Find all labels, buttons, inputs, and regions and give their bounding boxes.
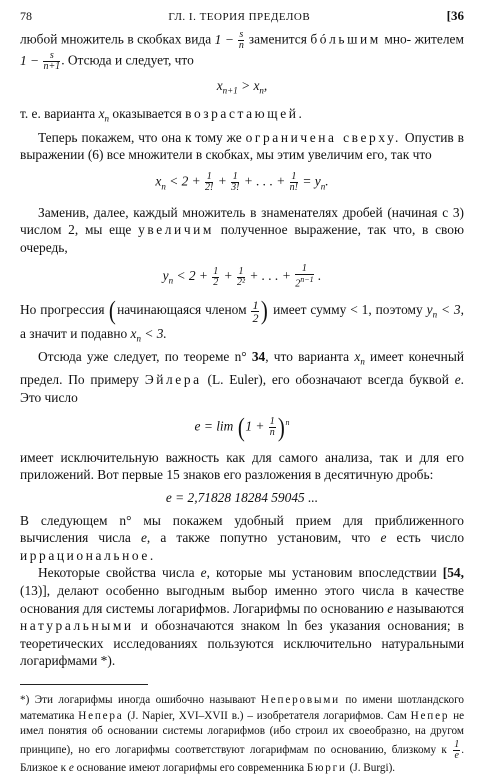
paragraph-1 [20, 30, 464, 72]
equation-4: e = lim (1 + $\frac{1}{n}$ )$^n$ [194, 412, 290, 442]
equation-5: e = 2,71828 18284 59045 ... [165, 490, 319, 505]
text-run: начинающаяся членом [117, 302, 247, 318]
theorem-reference: 34 [251, 348, 266, 364]
emphasized-text: натуральными [20, 618, 134, 634]
text-run: . Отсюда и следует, что [61, 52, 194, 68]
equation-3: $y_n < 2$ + $\frac{1}{2}$ + $\frac{1}{\text{2²}}$ + . . . + $\frac{1}{2^{n-1}}$ . [162, 263, 322, 290]
equation-2: $x_n < 2$ + $\frac{1}{2!}$ + $\frac{1}{3!}$ + . . . + $\frac{1}{n!}$ = $y_n$. [155, 170, 329, 193]
emphasized-text: Неперовыми [260, 693, 340, 706]
emphasized-text: иррациональное. [20, 547, 156, 563]
text-run: Отсюда уже следует, по теореме n° [38, 348, 247, 364]
running-header [20, 8, 464, 30]
text-run: , а значит и подавно [20, 302, 464, 341]
text-run: , а также попутно установим, что [146, 530, 371, 546]
paragraph-3 [20, 129, 464, 164]
text-run: жителем [414, 31, 464, 47]
text-run: Теперь покажем, что она к тому же [38, 129, 242, 145]
footnote: *) Эти логарифмы иногда ошибочно называют Неперовыми по имени шотландского математика Непера (J. Napier, XVI–XVII в.) – изобретателя логарифмов. Сам Непер не имел понятия об основании системы логарифмов (ибо строил их своеобразно, на другом принципе), но его логарифмы соответствуют логарифмам по основанию, близкому к $\frac{1}{e}$ . Близкое к e основание имеют логарифмы его современника Бюрги (J. Burgi). [20, 693, 465, 774]
emphasized-text: Бюрги [306, 761, 347, 774]
emphasized-text: Непера [78, 709, 124, 722]
page-number: 78 [20, 9, 32, 23]
chapter-title: ГЛ. I. ТЕОРИЯ ПРЕДЕЛОВ [168, 11, 311, 23]
paragraph-4 [20, 204, 464, 257]
text-run: не имел понятия об основании системы логарифмов (ибо строил их своеобразно, на другом принципе), но его логарифмы соответствуют логарифмам по основанию, близкому к [20, 709, 465, 756]
paragraph-8: В следующем n° мы покажем удобный прием для приближенного вычисления числа e, а также попутно установим, что e есть число иррациональное. [20, 512, 465, 563]
text-run: Но прогрессия [20, 302, 105, 318]
emphasized-text: Непер [410, 709, 450, 722]
text-run: . Это число [20, 372, 464, 405]
emphasized-text: возрастающей. [185, 106, 305, 122]
text-run: Опустив в выражении (6) все множители в скобках, мы этим увеличим его, так что [20, 129, 464, 163]
text-run: мно- [384, 31, 412, 47]
section-number: [36 [446, 8, 464, 23]
text-run: , что варианта [265, 348, 350, 364]
emphasized-text: ограничена сверху. [245, 129, 401, 145]
inline-formula: $x_n < 3$. [130, 325, 167, 344]
inline-formula: 1 − $\frac{s}{n+1}$ [20, 50, 61, 72]
text-run: полученное выражение, так что, в свою очередь, [20, 222, 464, 255]
emphasized-text: Эйлера [144, 372, 202, 388]
text-run: т. е. варианта [20, 106, 96, 122]
paragraph-5: Но прогрессия (начинающаяся членом $\frac{1}{2}$ ) имеет сумму < 1, поэтому $y_n < 3$, а значит и подавно $x_n < 3$. [20, 296, 464, 344]
inline-formula: < 1 [350, 302, 369, 318]
text-run: В следующем n° мы покажем удобный прием для приближенного вычисления числа [20, 512, 464, 546]
text-run: заменится [248, 31, 307, 47]
text-run: по имени шотландского математика [20, 693, 464, 722]
text-run: называются [396, 600, 464, 616]
text-run: Некоторые свойства числа [38, 565, 195, 581]
paragraph-6: Отсюда уже следует, по теореме n° 34, что варианта $x_n$ имеет конечный предел. По примеру Эйлера (L. Euler), его обозначают всегда буквой e. Это число [20, 348, 464, 405]
text-run: . Близкое к [20, 743, 464, 774]
text-run: любой множитель в скобках вида [20, 31, 212, 47]
text-run: Заменив, далее, каждый множитель в знаменателях дробей (начиная с 3) числом 2, мы еще [20, 204, 464, 238]
emphasized-text: бóльшим [310, 31, 381, 47]
text-run: Эти логарифмы иногда ошибочно называют [34, 693, 256, 706]
equation-1: $x_{n+1} > x_n$, [216, 78, 268, 96]
text-run: (J. Burgi). [349, 761, 396, 774]
footnote-mark: *) [20, 693, 30, 706]
paragraph-7: имеет исключительную важность как для самого анализа, так и для его приложений. Вот первые 15 знаков его разложения в десятичную дробь: [20, 449, 464, 483]
text-run: , поэтому [368, 302, 423, 318]
text-run: (L. Euler), его обозначают всегда буквой [207, 372, 449, 388]
text-run: имеет сумму [273, 302, 347, 318]
footnote-divider [20, 684, 148, 685]
text-run: и обозначаются знаком ln без указания основания; в теоретических исследованиях пользуются исключительно натуральными логарифмами *). [20, 618, 464, 669]
inline-formula: 1 − $\frac{s}{n}$ [214, 29, 244, 51]
paragraph-2: т. е. варианта $x_n$ оказывается возрастающей. [20, 106, 305, 124]
text-run: есть число [396, 530, 465, 546]
text-run: , которые мы установим впоследствии [206, 565, 437, 581]
paragraph-9: Некоторые свойства числа e, которые мы установим впоследствии [54, (13)], делают особенно выгодным выбор именно этого числа в качестве основания для системы логарифмов. Логарифмы по основанию e называются натуральными и обозначаются знаком ln без указания основания; в теоретических исследованиях пользуются исключительно натуральными логарифмами *). [20, 565, 464, 669]
cross-reference: [54, [442, 565, 464, 581]
inline-formula: $y_n < 3$ [426, 302, 461, 321]
text-run: оказывается [112, 106, 182, 122]
main-text [20, 30, 464, 670]
emphasized-text: увеличим [138, 222, 214, 238]
text-run: (13)], делают особенно выгодным выбор именно этого числа в качестве основания для системы логарифмов. Логарифмы по основанию [20, 582, 464, 616]
text-run: имеет конечный предел. По примеру [20, 348, 464, 388]
text-run: (J. Napier, XVI–XVII в.) – изобретателя логарифмов. Сам [127, 709, 407, 722]
text-run: основание имеют логарифмы его современника [76, 761, 305, 774]
